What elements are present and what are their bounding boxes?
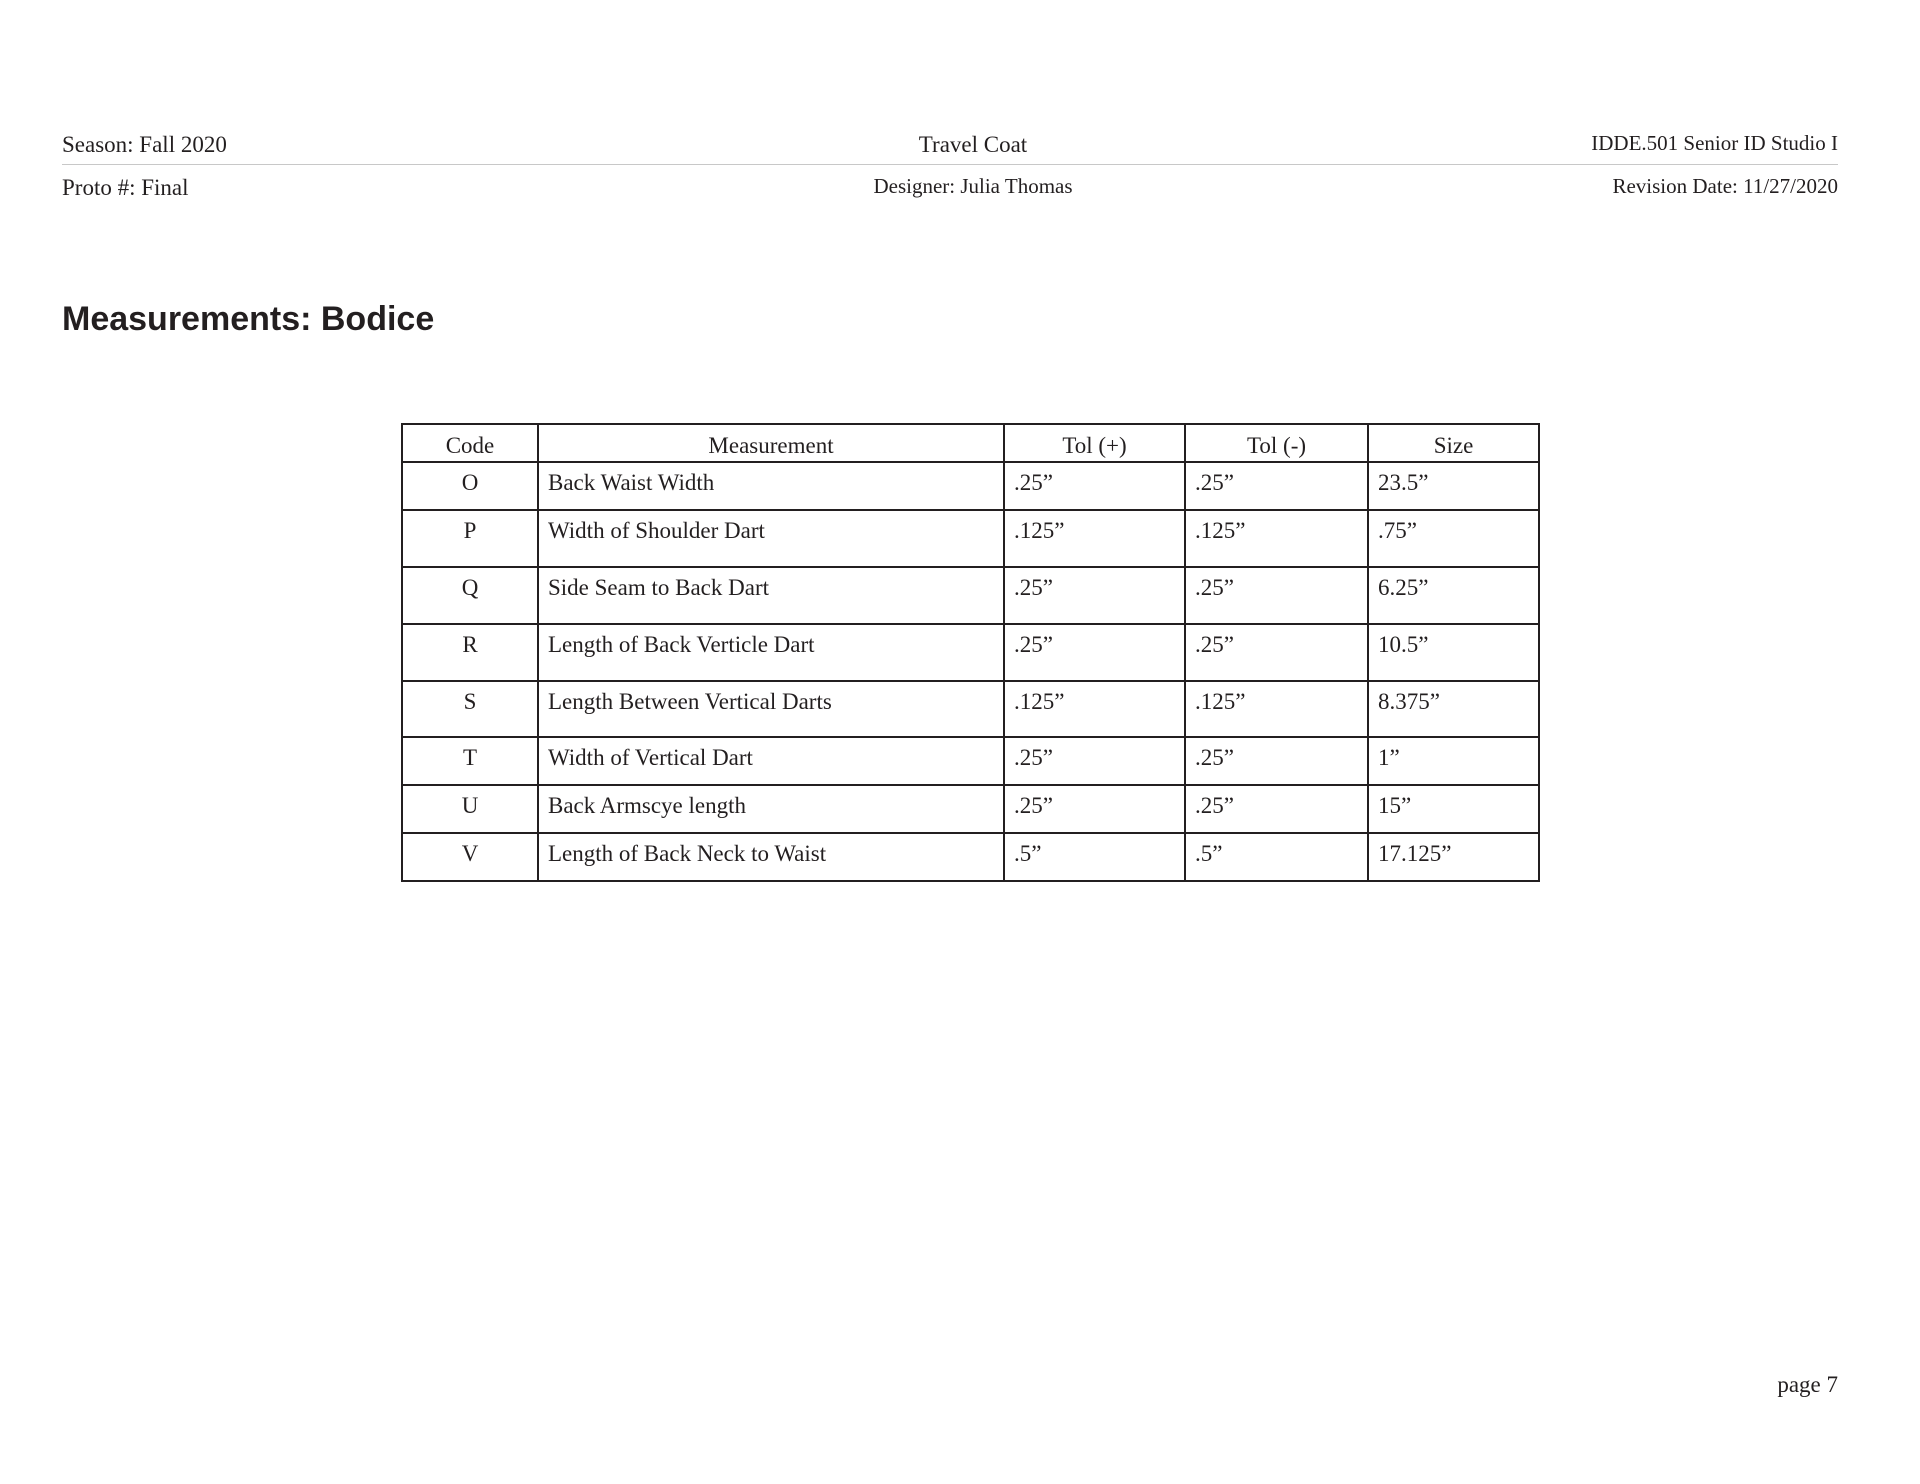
cell-tol-plus: .5” (1004, 833, 1185, 881)
table-row (402, 624, 1539, 681)
cell-tol-plus: .25” (1004, 737, 1185, 785)
header-divider (62, 164, 1838, 165)
cell-tol-minus: .25” (1185, 737, 1368, 785)
cell-code: T (402, 737, 538, 785)
cell-tol-minus: .25” (1185, 624, 1368, 681)
column-header-measurement: Measurement (538, 424, 1004, 462)
cell-code: U (402, 785, 538, 833)
cell-size: .75” (1368, 510, 1539, 567)
cell-tol-plus: .25” (1004, 567, 1185, 624)
cell-tol-plus: .25” (1004, 462, 1185, 510)
measurements-table (401, 423, 1540, 882)
section-title: Measurements: Bodice (62, 300, 435, 338)
cell-size: 8.375” (1368, 681, 1539, 737)
cell-code: Q (402, 567, 538, 624)
cell-tol-plus: .25” (1004, 624, 1185, 681)
season-label: Season: Fall 2020 (62, 132, 227, 157)
table-row (402, 462, 1539, 510)
cell-measurement: Length of Back Verticle Dart (538, 624, 1004, 681)
cell-code: R (402, 624, 538, 681)
table-row (402, 510, 1539, 567)
cell-measurement: Width of Vertical Dart (538, 737, 1004, 785)
cell-tol-minus: .5” (1185, 833, 1368, 881)
cell-measurement: Width of Shoulder Dart (538, 510, 1004, 567)
cell-tol-plus: .125” (1004, 510, 1185, 567)
cell-tol-plus: .25” (1004, 785, 1185, 833)
proto-label: Proto #: Final (62, 175, 189, 200)
column-header-tol-minus: Tol (-) (1185, 424, 1368, 462)
cell-tol-minus: .125” (1185, 510, 1368, 567)
cell-size: 1” (1368, 737, 1539, 785)
document-title: Travel Coat (918, 132, 1028, 157)
cell-tol-minus: .25” (1185, 567, 1368, 624)
course-label: IDDE.501 Senior ID Studio I (1591, 131, 1838, 155)
column-header-code: Code (402, 424, 538, 462)
revision-date-label: Revision Date: 11/27/2020 (1612, 174, 1838, 198)
table-row (402, 737, 1539, 785)
cell-size: 17.125” (1368, 833, 1539, 881)
table-header-row (402, 424, 1539, 462)
table-row (402, 833, 1539, 881)
cell-tol-minus: .25” (1185, 462, 1368, 510)
cell-tol-minus: .25” (1185, 785, 1368, 833)
cell-measurement: Length Between Vertical Darts (538, 681, 1004, 737)
cell-measurement: Side Seam to Back Dart (538, 567, 1004, 624)
table-row (402, 567, 1539, 624)
table-row (402, 681, 1539, 737)
cell-size: 10.5” (1368, 624, 1539, 681)
cell-code: O (402, 462, 538, 510)
cell-code: S (402, 681, 538, 737)
cell-measurement: Back Armscye length (538, 785, 1004, 833)
cell-size: 15” (1368, 785, 1539, 833)
cell-tol-minus: .125” (1185, 681, 1368, 737)
cell-size: 6.25” (1368, 567, 1539, 624)
cell-code: V (402, 833, 538, 881)
column-header-tol-plus: Tol (+) (1004, 424, 1185, 462)
table-row (402, 785, 1539, 833)
column-header-size: Size (1368, 424, 1539, 462)
designer-label: Designer: Julia Thomas (873, 174, 1073, 198)
cell-measurement: Length of Back Neck to Waist (538, 833, 1004, 881)
cell-measurement: Back Waist Width (538, 462, 1004, 510)
page-number: page 7 (1777, 1372, 1838, 1397)
cell-tol-plus: .125” (1004, 681, 1185, 737)
cell-size: 23.5” (1368, 462, 1539, 510)
cell-code: P (402, 510, 538, 567)
